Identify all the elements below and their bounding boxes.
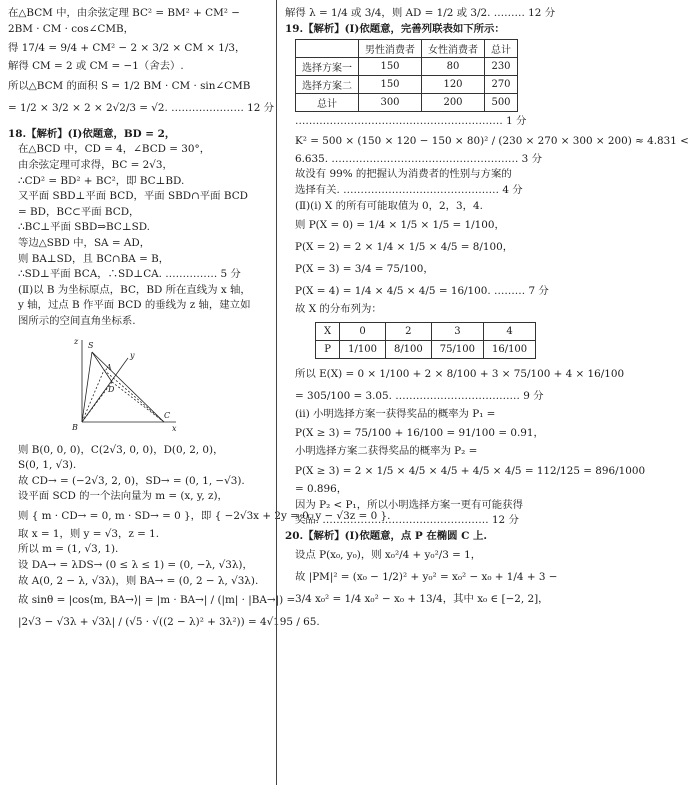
table-row [296, 76, 518, 94]
text-line: 得 17/4 = 9/4 + CM² − 2 × 3/2 × CM × 1/3， [8, 42, 246, 55]
label-A: A [106, 362, 112, 372]
text-line: 选择有关. ……………………………………… 4 分 [295, 183, 523, 196]
text-line: 解得 λ = 1/4 或 3/4，则 AD = 1/2 或 3/2. ……… 12 分 [285, 7, 556, 19]
text-line: 故 sinθ = |cos⟨m, BA→⟩| = |m · BA→| / (|m| · |BA→|) = [18, 594, 296, 607]
text-line: 解得 CM = 2 或 CM = −1（舍去）. [8, 60, 184, 73]
table-cell: 230 [485, 58, 518, 76]
text-line: 小明选择方案二获得奖品的概率为 P₂ = [295, 445, 478, 458]
q17-solution-tail [8, 6, 275, 119]
right-column [285, 6, 689, 610]
text-line: = 305/100 = 3.05. ……………………………… 9 分 [295, 389, 544, 402]
contingency-table [295, 39, 518, 112]
table-cell: 16/100 [483, 340, 535, 358]
text-line: 则 P(X = 0) = 1/4 × 1/5 × 1/5 = 1/100， [295, 219, 505, 232]
text-line: ∴BC⊥平面 SBD⇒BC⊥SD. [18, 221, 150, 234]
table-header-cell: 女性消费者 [422, 40, 485, 58]
text-line: 所以△BCM 的面积 S = 1/2 BM · CM · sin∠CMB [8, 79, 251, 92]
text-line: (ⅱ) 小明选择方案一获得奖品的概率为 P₁ = [295, 407, 496, 420]
text-line: 3/4 x₀² = 1/4 x₀² − x₀ + 13/4，其中 x₀ ∈ [−2, 2]， [295, 593, 549, 606]
text-line: = BD，BC⊂平面 BCD， [18, 205, 140, 218]
text-line: 由余弦定理可求得，BC = 2√3， [18, 158, 173, 171]
table-header-row [296, 40, 518, 58]
label-x: x [172, 423, 177, 433]
text-line: 所以 m = (1, √3, 1). [18, 543, 119, 556]
text-line: 则 BA⊥SD，且 BC∩BA = B， [18, 252, 170, 265]
table-cell: 200 [422, 94, 485, 112]
text-line: 故 X 的分布列为： [295, 303, 382, 316]
text-line: …………………………………………………… 1 分 [295, 115, 527, 128]
text-line: 奖品. ………………………………………… 12 分 [295, 514, 519, 527]
table-header-cell [296, 40, 359, 58]
table-cell: P [316, 340, 340, 358]
y-axis [82, 358, 128, 422]
question-heading: 19.【解析】(Ⅰ)依题意，完善列联表如下所示： [285, 22, 505, 35]
text-line: P(X = 2) = 2 × 1/4 × 1/5 × 4/5 = 8/100， [295, 241, 514, 254]
table-cell: 75/100 [431, 340, 483, 358]
table-row [296, 94, 518, 112]
text-line: 故 A(0, 2 − λ, √3λ)，则 BA→ = (0, 2 − λ, √3λ). [18, 574, 259, 587]
text-line: 在△BCM 中，由余弦定理 BC² = BM² + CM² − [8, 7, 240, 19]
text-line: 2BM · CM · cos∠CMB， [8, 22, 135, 35]
text-line: 则 B(0, 0, 0)，C(2√3, 0, 0)，D(0, 2, 0)， [18, 443, 224, 456]
label-B: B [72, 422, 78, 432]
label-C: C [164, 410, 171, 420]
table-cell: 150 [359, 76, 422, 94]
text-line: 故 |PM|² = (x₀ − 1/2)² + y₀² = x₀² − x₀ + 1/4 + 3 − [295, 571, 558, 584]
table-header-cell: X [316, 322, 340, 340]
text-line: S(0, 1, √3). [18, 459, 77, 472]
text-line: 设平面 SCD 的一个法向量为 m = (x, y, z)， [18, 490, 228, 503]
distribution-table [315, 322, 536, 359]
table-cell: 选择方案一 [296, 58, 359, 76]
table-cell: 80 [422, 58, 485, 76]
table-header-cell: 总计 [485, 40, 518, 58]
table-header-cell: 男性消费者 [359, 40, 422, 58]
text-line: 在△BCD 中，CD = 4，∠BCD = 30°， [18, 143, 211, 156]
question-heading: 20.【解析】(Ⅰ)依题意，点 P 在椭圆 C 上. [285, 529, 488, 542]
table-cell: 120 [422, 76, 485, 94]
text-line: ∴SD⊥平面 BCA，∴SD⊥CA. …………… 5 分 [18, 268, 241, 281]
table-cell: 8/100 [385, 340, 431, 358]
table-row [296, 58, 518, 76]
text-line: 故没有 99% 的把握认为消费者的性别与方案的 [295, 168, 512, 181]
label-z: z [74, 336, 79, 346]
column-divider [276, 0, 277, 785]
table-cell: 选择方案二 [296, 76, 359, 94]
text-line: (Ⅱ)以 B 为坐标原点，BC，BD 所在直线为 x 轴， [18, 283, 251, 296]
table-header-cell: 4 [483, 322, 535, 340]
table-cell: 1/100 [340, 340, 386, 358]
text-line: 所以 E(X) = 0 × 1/100 + 2 × 8/100 + 3 × 75/100 + 4 × 16/100 [295, 367, 625, 380]
text-line: K² = 500 × (150 × 120 − 150 × 80)² / (230 × 270 × 300 × 200) ≈ 4.831 < [295, 134, 689, 147]
text-line: P(X ≥ 3) = 75/100 + 16/100 = 91/100 = 0.91， [295, 427, 544, 440]
table-header-cell: 0 [340, 322, 386, 340]
table-cell: 500 [485, 94, 518, 112]
text-line: = 1/2 × 3/2 × 2 × 2√2/3 = √2. ………………… 12 分 [8, 101, 275, 114]
text-line: 则 { m · CD→ = 0, m · SD→ = 0 }，即 { −2√3x + 2y = 0, y − √3z = 0 }. [18, 509, 391, 522]
text-line: P(X ≥ 3) = 2 × 1/5 × 4/5 × 4/5 + 4/5 × 4/5 = 112/125 = 896/1000 [295, 464, 646, 477]
question-heading: 18.【解析】(Ⅰ)依题意，BD = 2， [8, 127, 176, 140]
text-line: 因为 P₂ < P₁，所以小明选择方案一更有可能获得 [295, 498, 523, 511]
label-D: D [108, 384, 115, 394]
text-line: 6.635. ……………………………………………… 3 分 [295, 152, 542, 165]
text-line: |2√3 − √3λ + √3λ| / (√5 · √((2 − λ)² + 3λ²)) = 4√195 / 65. [18, 616, 320, 629]
label-S: S [88, 340, 94, 350]
text-line: P(X = 4) = 1/4 × 4/5 × 4/5 = 16/100. ……… 7 分 [295, 285, 549, 298]
table-row [316, 340, 536, 358]
text-line: 又平面 SBD⊥平面 BCD，平面 SBD∩平面 BCD [18, 190, 248, 203]
text-line: (Ⅱ)(ⅰ) X 的所有可能取值为 0，2，3，4. [295, 199, 483, 212]
edge-SC [92, 352, 164, 422]
table-cell: 总计 [296, 94, 359, 112]
table-cell: 150 [359, 58, 422, 76]
text-line: 故 CD→ = (−2√3, 2, 0)，SD→ = (0, 1, −√3). [18, 474, 245, 487]
text-line: 等边△SBD 中，SA = AD， [18, 236, 151, 249]
edge-DC [112, 382, 164, 422]
text-line: 设 DA→ = λDS→ (0 ≤ λ ≤ 1) = (0, −λ, √3λ)， [18, 559, 253, 572]
table-cell: 270 [485, 76, 518, 94]
edge-AC [104, 370, 164, 422]
text-line: = 0.896， [295, 482, 348, 495]
text-line: 取 x = 1，则 y = √3，z = 1. [18, 527, 160, 540]
text-line: ∴CD² = BD² + BC²，即 BC⊥BD. [18, 174, 185, 187]
table-cell: 300 [359, 94, 422, 112]
text-line: P(X = 3) = 3/4 = 75/100， [295, 263, 434, 276]
label-y: y [130, 350, 135, 360]
coordinate-system-figure [64, 334, 184, 434]
table-header-cell: 2 [385, 322, 431, 340]
table-header-cell: 3 [431, 322, 483, 340]
text-line: y 轴，过点 B 作平面 BCD 的垂线为 z 轴，建立如 [18, 299, 251, 312]
text-line: 图所示的空间直角坐标系. [18, 314, 136, 327]
table-header-row [316, 322, 536, 340]
edge-SB [82, 352, 92, 422]
text-line: 设点 P(x₀, y₀)，则 x₀²/4 + y₀²/3 = 1， [295, 549, 482, 562]
